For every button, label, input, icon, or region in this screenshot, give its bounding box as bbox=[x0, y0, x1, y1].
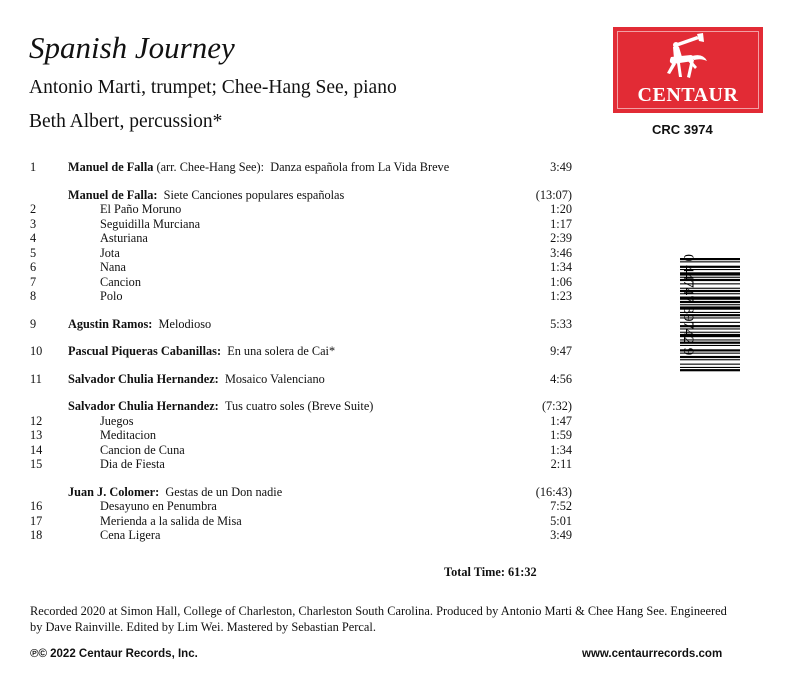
track-title: Desayuno en Penumbra bbox=[100, 499, 217, 513]
track-row bbox=[30, 217, 590, 232]
track-number: 4 bbox=[30, 231, 37, 245]
track-number: 5 bbox=[30, 245, 37, 260]
work-composer: Salvador Chulia Hernandez: bbox=[68, 399, 219, 413]
work-composer: Manuel de Falla: bbox=[68, 187, 158, 202]
track-row bbox=[30, 443, 590, 458]
catalog-number: CRC 3974 bbox=[652, 122, 713, 137]
track-row bbox=[30, 275, 590, 290]
centaur-logo bbox=[613, 27, 763, 113]
work-header-row bbox=[30, 399, 590, 414]
track-number: 10 bbox=[30, 344, 43, 358]
track-composer: Agustin Ramos: bbox=[68, 316, 153, 331]
track-row bbox=[30, 428, 590, 443]
track-title: Polo bbox=[100, 289, 123, 303]
barcode-digits bbox=[668, 250, 696, 440]
work-duration: (13:07) bbox=[535, 187, 572, 202]
work-composer: Juan J. Colomer: bbox=[68, 484, 160, 499]
centaur-icon bbox=[657, 33, 719, 85]
total-time: Total Time: 61:32 bbox=[444, 565, 537, 579]
track-title: Merienda a la salida de Misa bbox=[100, 513, 242, 528]
track-number: 12 bbox=[30, 413, 43, 428]
work-duration: (16:43) bbox=[535, 484, 572, 499]
track-row bbox=[30, 414, 590, 429]
track-arranger: (arr. Chee-Hang See): bbox=[153, 160, 265, 174]
track-row bbox=[30, 344, 590, 359]
track-composer: Manuel de Falla bbox=[68, 160, 154, 174]
track-row bbox=[30, 289, 590, 304]
track-composer: Salvador Chulia Hernandez: bbox=[68, 371, 219, 386]
track-number: 14 bbox=[30, 442, 43, 457]
track-row bbox=[30, 246, 590, 261]
track-number: 11 bbox=[30, 371, 42, 386]
track-title: Cancion bbox=[100, 274, 141, 289]
work-header-row bbox=[30, 188, 590, 203]
track-title: Mosaico Valenciano bbox=[224, 371, 325, 386]
track-title: Cena Ligera bbox=[100, 528, 161, 542]
track-number: 16 bbox=[30, 499, 43, 513]
track-number: 8 bbox=[30, 289, 37, 303]
track-duration: 1:47 bbox=[550, 413, 572, 428]
track-row bbox=[30, 202, 590, 217]
track-number: 9 bbox=[30, 316, 37, 331]
track-row bbox=[30, 514, 590, 529]
track-duration: 7:52 bbox=[550, 499, 572, 513]
track-duration: 4:56 bbox=[550, 371, 572, 386]
work-duration: (7:32) bbox=[541, 399, 572, 413]
track-title: Jota bbox=[100, 245, 120, 260]
track-row bbox=[30, 317, 590, 332]
track-duration: 1:59 bbox=[550, 428, 572, 442]
credits: Recorded 2020 at Simon Hall, College of Charleston, Charleston South Carolina. Produced by Antonio Marti & Chee Hang See. Engineered by Dave Rainville. Edited by Lim Wei. Mastered by Sebastian Percal. bbox=[30, 604, 727, 634]
track-duration: 5:01 bbox=[550, 513, 572, 528]
performers-line-2: Beth Albert, percussion* bbox=[29, 111, 223, 132]
track-number: 6 bbox=[30, 260, 37, 274]
track-duration: 3:49 bbox=[550, 160, 572, 174]
track-list bbox=[30, 160, 590, 543]
track-number: 3 bbox=[30, 216, 37, 231]
track-title: Dia de Fiesta bbox=[100, 457, 165, 471]
copyright: ℗© 2022 Centaur Records, Inc. bbox=[30, 648, 198, 660]
track-title: Nana bbox=[100, 260, 126, 274]
track-title: Asturiana bbox=[100, 231, 148, 245]
track-duration: 1:17 bbox=[550, 216, 572, 231]
track-number: 7 bbox=[30, 274, 37, 289]
track-duration: 1:34 bbox=[550, 260, 572, 274]
track-row bbox=[30, 160, 590, 175]
track-duration: 1:34 bbox=[550, 442, 572, 457]
svg-text:0 44747 39742 9: 0 44747 39742 9 bbox=[680, 254, 696, 356]
track-duration: 9:47 bbox=[550, 344, 572, 358]
track-title: Melodioso bbox=[158, 316, 212, 331]
track-number: 15 bbox=[30, 457, 43, 471]
work-header-row bbox=[30, 485, 590, 500]
track-title: Cancion de Cuna bbox=[100, 442, 185, 457]
website-link[interactable]: www.centaurrecords.com bbox=[582, 648, 723, 660]
logo-wordmark: CENTAUR bbox=[637, 84, 739, 106]
track-duration: 1:06 bbox=[550, 274, 572, 289]
track-row bbox=[30, 499, 590, 514]
track-title: En una solera de Cai* bbox=[227, 344, 336, 358]
track-duration: 5:33 bbox=[550, 316, 572, 331]
track-duration: 2:11 bbox=[550, 457, 572, 471]
album-title: Spanish Journey bbox=[29, 30, 235, 65]
work-title: Siete Canciones populares españolas bbox=[163, 187, 345, 202]
track-row bbox=[30, 231, 590, 246]
track-number: 2 bbox=[30, 202, 37, 216]
track-duration: 2:39 bbox=[550, 231, 572, 245]
track-title: El Paño Moruno bbox=[100, 202, 182, 216]
track-duration: 3:49 bbox=[550, 528, 572, 542]
work-title: Tus cuatro soles (Breve Suite) bbox=[224, 399, 374, 413]
track-row bbox=[30, 528, 590, 543]
track-row bbox=[30, 260, 590, 275]
track-duration: 1:23 bbox=[550, 289, 572, 303]
track-duration: 1:20 bbox=[550, 202, 572, 216]
track-title: Meditacion bbox=[100, 428, 157, 442]
track-title: Juegos bbox=[100, 413, 134, 428]
track-number: 18 bbox=[30, 528, 43, 542]
track-number: 13 bbox=[30, 428, 43, 442]
track-title: Danza española from La Vida Breve bbox=[270, 160, 450, 174]
track-title: Seguidilla Murciana bbox=[100, 216, 201, 231]
track-row bbox=[30, 372, 590, 387]
performers-line-1: Antonio Marti, trumpet; Chee-Hang See, piano bbox=[29, 77, 397, 98]
work-title: Gestas de un Don nadie bbox=[165, 484, 283, 499]
track-number: 1 bbox=[30, 160, 37, 174]
track-composer: Pascual Piqueras Cabanillas: bbox=[68, 344, 222, 358]
track-duration: 3:46 bbox=[550, 245, 572, 260]
track-row bbox=[30, 457, 590, 472]
track-number: 17 bbox=[30, 513, 43, 528]
